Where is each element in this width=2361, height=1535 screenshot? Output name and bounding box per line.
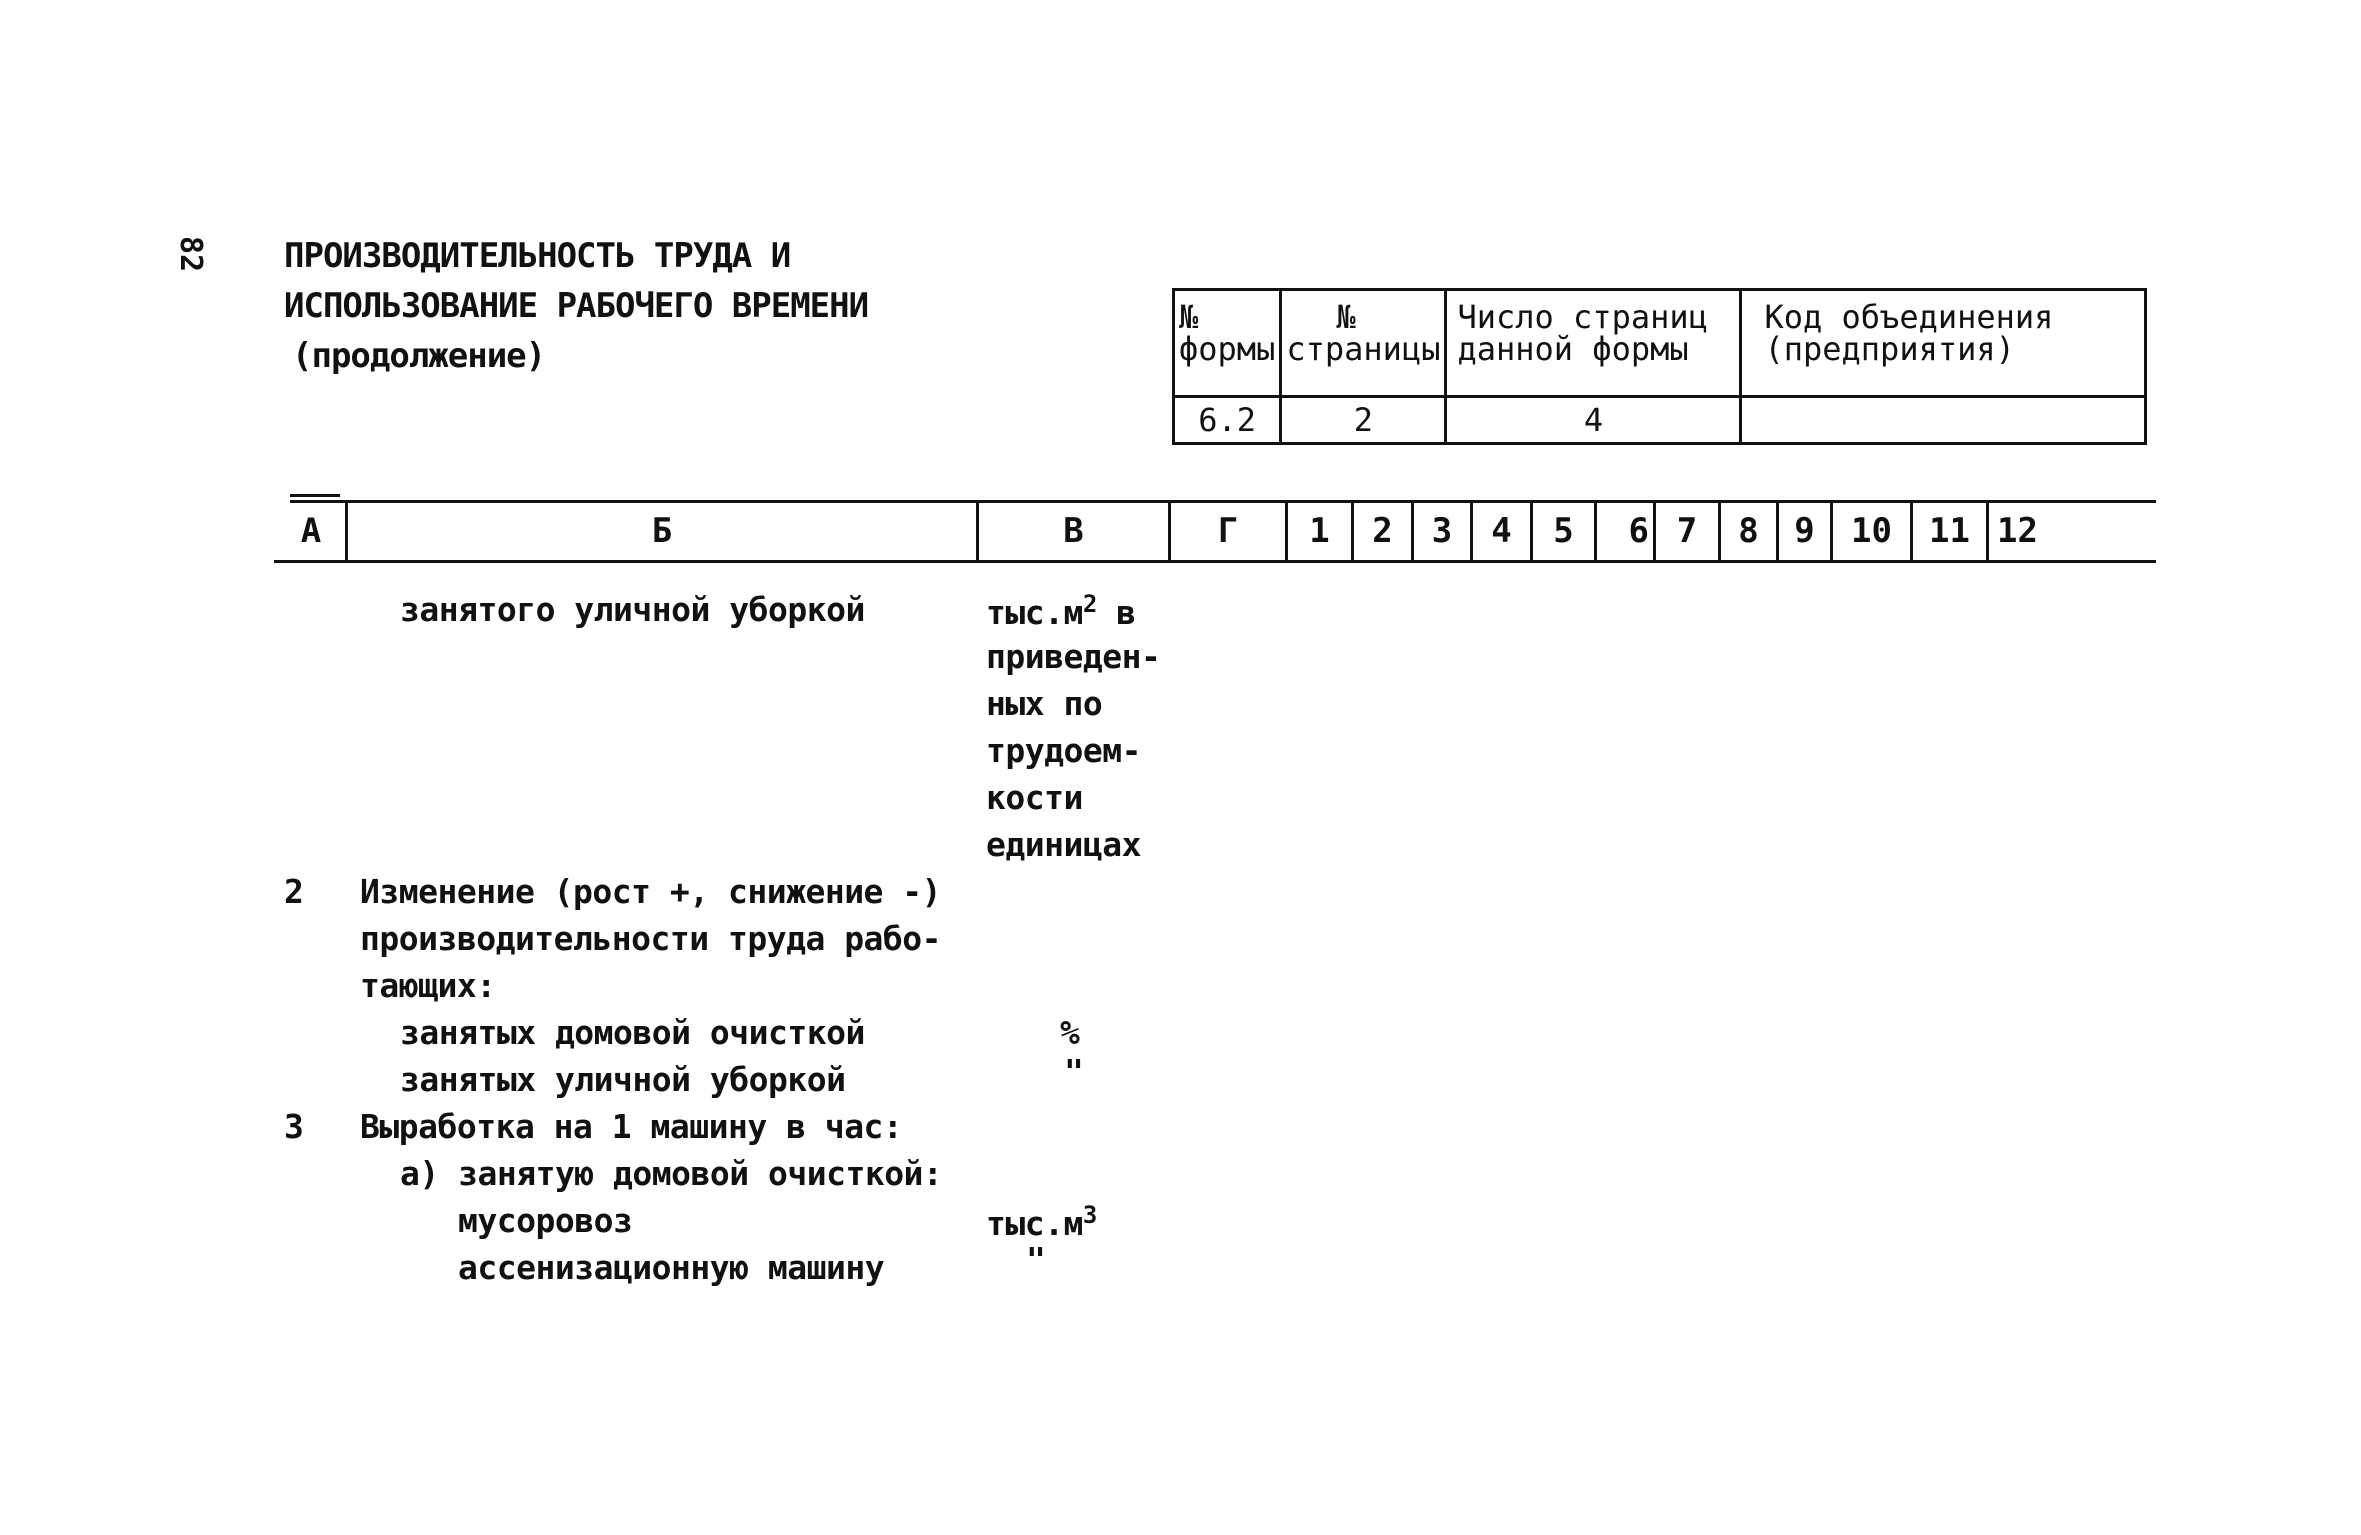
header-top-line-stub: [290, 494, 340, 497]
row1-unit-line6: единицах: [986, 825, 1141, 864]
org-code-header: Код объединения (предприятия): [1741, 290, 2146, 397]
col-header-1: 1: [1309, 511, 1330, 551]
row2-item-home-cleaning: занятых домовой очисткой: [400, 1013, 865, 1052]
page-number: 82: [173, 236, 208, 273]
col-header-11: 11: [1929, 511, 1970, 551]
row2-description-line1: Изменение (рост +, снижение -): [360, 872, 942, 911]
pages-count-value: 4: [1446, 397, 1741, 444]
row2-description-line3: тающих:: [360, 966, 496, 1005]
col-header-9: 9: [1794, 511, 1815, 551]
row3-garbage-truck-unit: $тыс.м^3$: [986, 1201, 1097, 1243]
col-header-5: 5: [1553, 511, 1574, 551]
header-bottom-line: [274, 560, 2156, 563]
page-no-value: 2: [1281, 397, 1446, 444]
form-no-value: 6.2: [1174, 397, 1281, 444]
title-line-3: (продолжение): [292, 336, 546, 376]
row1-unit-line5: кости: [986, 778, 1083, 817]
col-header-v: В: [1063, 511, 1084, 551]
row1-unit-line2: приведен-: [986, 637, 1161, 676]
col-header-12: 12: [1997, 511, 2038, 551]
row3-description: Выработка на 1 машину в час:: [360, 1107, 903, 1146]
title-line-1: ПРОИЗВОДИТЕЛЬНОСТЬ ТРУДА И: [284, 236, 791, 276]
row3-subitem-a: а) занятую домовой очисткой:: [400, 1154, 943, 1193]
col-header-7: 7: [1676, 511, 1698, 551]
row2-description-line2: производительности труда рабо-: [360, 919, 942, 958]
page-no-header: № страницы: [1281, 290, 1446, 397]
col-header-8: 8: [1738, 511, 1759, 551]
row2-number: 2: [284, 872, 304, 911]
row1-description: занятого уличной уборкой: [400, 590, 865, 629]
col-header-a: А: [300, 511, 322, 551]
row3-sewage-truck-unit: ": [1026, 1240, 1046, 1279]
col-header-6: 6: [1628, 511, 1649, 551]
org-code-value: [1741, 397, 2146, 444]
row2-item-street-cleaning-unit: ": [1064, 1052, 1084, 1091]
col-header-b: Б: [651, 511, 673, 551]
row1-unit-line3: ных по: [986, 684, 1103, 723]
row2-item-street-cleaning: занятых уличной уборкой: [400, 1060, 846, 1099]
col-header-4: 4: [1491, 511, 1512, 551]
row1-unit-line4: трудоем-: [986, 731, 1141, 770]
form-no-header: № формы: [1174, 290, 1281, 397]
row3-sewage-truck: ассенизационную машину: [458, 1248, 885, 1287]
col-header-g: Г: [1217, 511, 1239, 551]
col-header-10: 10: [1851, 511, 1892, 551]
row3-garbage-truck: мусоровоз: [458, 1201, 633, 1240]
pages-count-header: Число страниц данной формы: [1446, 290, 1741, 397]
col-header-3: 3: [1431, 511, 1453, 551]
title-line-2: ИСПОЛЬЗОВАНИЕ РАБОЧЕГО ВРЕМЕНИ: [284, 286, 869, 326]
row2-item-home-cleaning-unit: %: [1060, 1013, 1080, 1052]
row3-number: 3: [284, 1107, 304, 1146]
form-meta-table: [1172, 288, 2147, 445]
row1-unit: $тыс.м^2$ в: [986, 590, 1136, 632]
col-header-2: 2: [1372, 511, 1393, 551]
